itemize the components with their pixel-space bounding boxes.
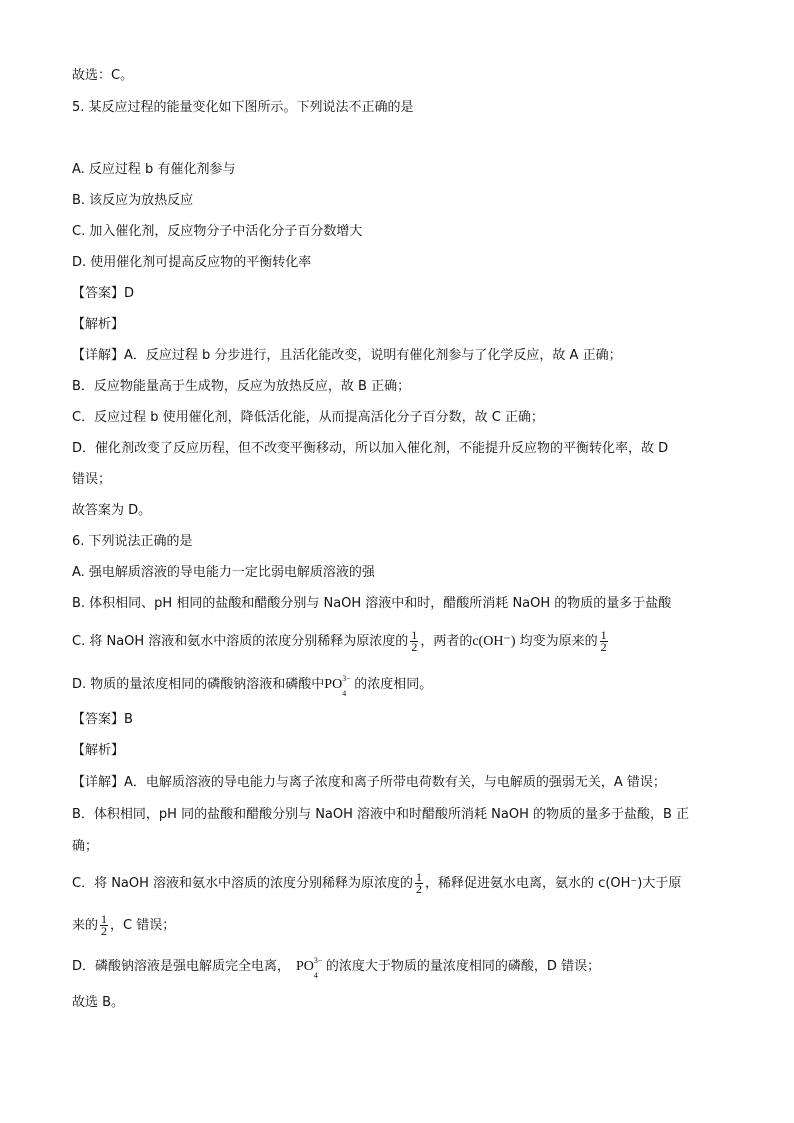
fraction-one-half — [100, 914, 108, 937]
question-6-option-b: B. 体积相同、pH 相同的盐酸和醋酸分别与 NaOH 溶液中和时，醋酸所消耗 NaOH 的物质的量多于盐酸 — [72, 596, 672, 611]
question-5-option-c: C. 加入催化剂，反应物分子中活化分子百分数增大 — [72, 224, 363, 239]
question-5-answer: 【答案】D — [72, 286, 135, 301]
detail-d-text-1: D．磷酸钠溶液是强电解质完全电离， — [72, 959, 291, 974]
detail-c-text-1: C．将 NaOH 溶液和氨水中溶质的浓度分别稀释为原浓度的 — [72, 876, 414, 891]
question-5-option-d: D. 使用催化剂可提高反应物的平衡转化率 — [72, 255, 312, 270]
question-5-option-b: B. 该反应为放热反应 — [72, 193, 194, 208]
detail-d-text-2: 的浓度大于物质的量浓度相同的磷酸，D 错误； — [325, 959, 601, 974]
question-5-option-a: A. 反应过程 b 有催化剂参与 — [72, 162, 236, 177]
question-6-option-d — [72, 674, 433, 698]
fraction-numerator: 1 — [600, 628, 607, 642]
question-6-detail-b-cont: 确； — [72, 839, 99, 854]
fraction-denominator: 2 — [600, 640, 607, 654]
option-c-text-2: ，两者的 — [420, 634, 473, 649]
question-6-detail-d — [72, 956, 601, 980]
question-6-answer: 【答案】B — [72, 712, 133, 727]
question-6-conclusion: 故选 B。 — [72, 995, 125, 1010]
fraction-numerator: 1 — [411, 628, 418, 642]
option-d-text-2: 的浓度相同。 — [354, 677, 433, 692]
question-5-analysis-heading: 【解析】 — [72, 317, 125, 332]
question-5-detail-d: D．催化剂改变了反应历程，但不改变平衡移动，所以加入催化剂，不能提升反应物的平衡转化率，故 D — [72, 441, 669, 456]
question-6-detail-b: B．体积相同，pH 同的盐酸和醋酸分别与 NaOH 溶液中和时醋酸所消耗 NaOH 的物质的量多于盐酸，B 正 — [72, 807, 690, 822]
phosphate-base: PO — [296, 959, 314, 974]
fraction-numerator: 1 — [416, 870, 423, 884]
question-6-stem: 6. 下列说法正确的是 — [72, 534, 193, 549]
question-6-option-c — [72, 630, 610, 653]
option-d-text-1: D. 物质的量浓度相同的磷酸钠溶液和磷酸中 — [72, 677, 325, 692]
fraction-one-half — [600, 630, 608, 653]
option-c-text-1: C. 将 NaOH 溶液和氨水中溶质的浓度分别稀释为原浓度的 — [72, 634, 409, 649]
fraction-denominator: 2 — [411, 640, 418, 654]
question-6-option-a: A. 强电解质溶液的导电能力一定比弱电解质溶液的强 — [72, 565, 375, 580]
hydroxide-concentration: c(OH⁻) — [472, 634, 516, 649]
question-5-stem: 5. 某反应过程的能量变化如下图所示。下列说法不正确的是 — [72, 100, 414, 115]
question-5-detail-d-cont: 错误； — [72, 472, 112, 487]
question-6-detail-c — [72, 872, 681, 895]
prev-answer-line: 故选：C。 — [72, 68, 134, 83]
fraction-one-half — [410, 630, 418, 653]
question-5-detail-b: B．反应物能量高于生成物，反应为放热反应，故 B 正确； — [72, 379, 411, 394]
question-6-detail-c-cont — [72, 914, 175, 937]
fraction-denominator: 2 — [416, 882, 423, 896]
question-5-detail-a: 【详解】A．反应过程 b 分步进行，且活化能改变，说明有催化剂参与了化学反应，故 A 正确； — [72, 348, 622, 363]
detail-c-text-2: ，稀释促进氨水电离，氨水的 c(OH⁻)大于原 — [425, 876, 682, 891]
question-5-conclusion: 故答案为 D。 — [72, 503, 152, 518]
detail-c-text-4: ，C 错误； — [110, 918, 176, 933]
phosphate-subscript: 4 — [313, 971, 318, 980]
fraction-numerator: 1 — [101, 912, 108, 926]
phosphate-ion — [324, 674, 351, 698]
phosphate-charge: 3− — [313, 956, 323, 965]
question-5-detail-c: C．反应过程 b 使用催化剂，降低活化能，从而提高活化分子百分数，故 C 正确； — [72, 410, 544, 425]
fraction-denominator: 2 — [101, 924, 108, 938]
phosphate-subscript: 4 — [342, 689, 347, 698]
phosphate-charge: 3− — [342, 674, 351, 683]
question-6-detail-a: 【详解】A．电解质溶液的导电能力与离子浓度和离子所带电荷数有关，与电解质的强弱无关，A 错误； — [72, 775, 666, 790]
phosphate-base: PO — [324, 677, 343, 692]
question-6-analysis-heading: 【解析】 — [72, 743, 125, 758]
detail-c-text-3: 来的 — [72, 918, 99, 933]
fraction-one-half — [415, 872, 423, 895]
phosphate-ion — [296, 956, 323, 980]
option-c-text-3: 均变为原来的 — [515, 634, 598, 649]
